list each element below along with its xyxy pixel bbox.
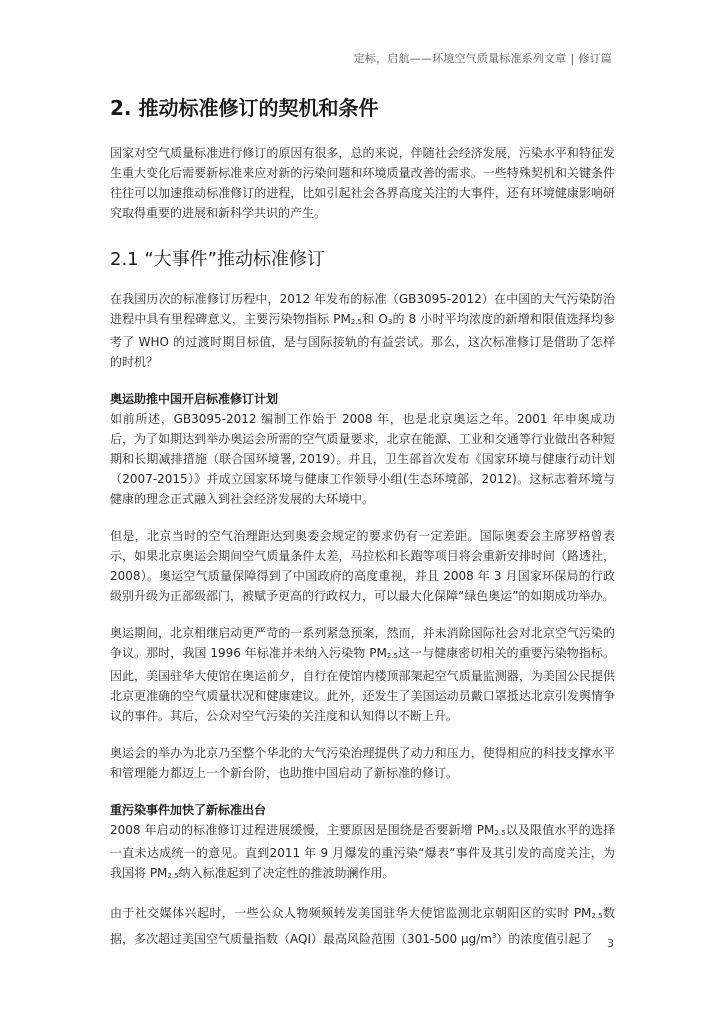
pollution-heading: 重污染事件加快了新标准出台 — [110, 803, 267, 817]
olympics-paragraph-2: 但是，北京当时的空气治理距达到奥委会规定的要求仍有一定差距。国际奥委会主席罗格曾表示，如果北京奥运会期间空气质量条件太差，马拉松和长跑等项目将会重新安排时间（路透社，2008）。奥运空气质量保障得到了中国政府的高度重视，并且 2008 年 3 月国家环保局的行政级别升级为正部级部门，被赋予更高的行政权力，可以最大化保障“绿色奥运”的如期成功举办。 — [110, 529, 615, 603]
pollution-paragraph-1: 2008 年启动的标准修订过程进展缓慢，主要原因是围绕是否要新增 $PM_{2.5}$以及限值水平的选择一直未达成统一的意见。直到2011 年 9 月爆发的重污染“爆表”事件及其引发的高度关注，为我国将 $PM_{2.5}$纳入标准起到了决定性的推波助澜作用。 — [110, 823, 615, 880]
pollution-paragraph-2: 由于社交媒体兴起时，一些公众人物频频转发美国驻华大使馆监测北京朝阳区的实时 $PM_{2.5}$数据，多次超过美国空气质量指数（AQI）最高风险范围（301-500 $\mu g/m^3$）的浓度值引起了 — [110, 906, 615, 946]
header-series-title: 定标，启航——环境空气质量标准系列文章 — [353, 52, 567, 65]
document-body — [110, 92, 615, 949]
olympics-paragraph-4: 奥运会的举办为北京乃至整个华北的大气污染治理提供了动力和压力，使得相应的科技支撑水平和管理能力都迈上一个新台阶，也助推中国启动了新标准的修订。 — [110, 746, 615, 780]
olympics-paragraph-3: 奥运期间，北京相继启动更严苛的一系列紧急预案，然而，并未消除国际社会对北京空气污染的争议。那时，我国 1996 年标准并未纳入污染物 $PM_{2.5}$这一与健康密切相关的重要污染物指标。因此，美国驻华大使馆在奥运前夕，自行在使馆内楼顶部架起空气质量监测器，为美国公民提供北京更准确的空气质量状况和健康建议。此外，还发生了美国运动员戴口罩抵达北京引发舆情争议的事件。其后，公众对空气污染的关注度和认知得以不断上升。 — [110, 626, 615, 723]
header-chapter: 修订篇 — [578, 52, 612, 65]
running-header — [354, 50, 612, 66]
intro-paragraph: 国家对空气质量标准进行修订的原因有很多，总的来说，伴随社会经济发展，污染水平和特征发生重大变化后需要新标准来应对新的污染问题和环境质量改善的需求。一些特殊契机和关键条件往往可以加速推动标准修订的进程，比如引起社会各界高度关注的大事件，还有环境健康影响研究取得重要的进展和新科学共识的产生。 — [110, 146, 615, 220]
olympics-heading: 奥运助推中国开启标准修订计划 — [110, 392, 279, 406]
header-separator: | — [570, 52, 575, 65]
section-title: 2. 推动标准修订的契机和条件 — [110, 96, 379, 120]
page-number: 3 — [607, 937, 614, 950]
paragraph-standard-history: 在我国历次的标准修订历程中，2012 年发布的标准（GB3095-2012）在中国的大气污染防治进程中具有里程碑意义，主要污染物指标 $PM_{2.5}$和 $O_3$的 8 小时平均浓度的新增和限值选择均参考了 WHO 的过渡时期目标值，是与国际接轨的有益尝试。那么，这次标准修订是借助了怎样的时机？ — [110, 292, 616, 369]
subsection-title: 2.1 “大事件”推动标准修订 — [110, 249, 325, 270]
olympics-paragraph-1: 如前所述，GB3095-2012 编制工作始于 2008 年，也是北京奥运之年。2001 年申奥成功后，为了如期达到举办奥运会所需的空气质量要求，北京在能源、工业和交通等行业做出各种短期和长期减排措施（联合国环境署, 2019）。并且，卫生部首次发布《国家环境与健康行动计划（2007-2015）》并成立国家环境与健康工作领导小组(生态环境部，2012)。这标志着环境与健康的理念正式融入到社会经济发展的大环境中。 — [110, 412, 615, 506]
